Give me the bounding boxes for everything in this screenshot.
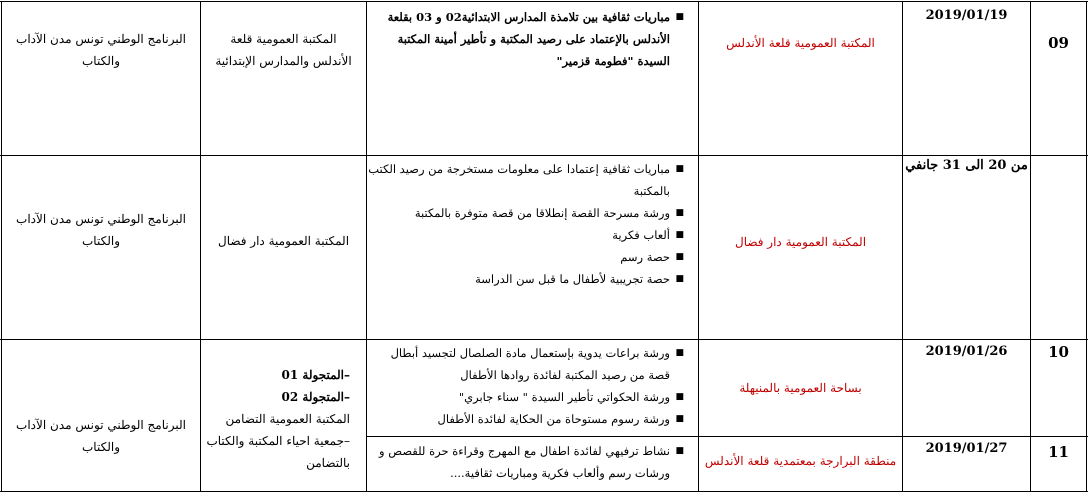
partner-item: –المتجولة 01 (281, 368, 350, 382)
row-program: البرنامج الوطني تونس مدن الآداب والكتاب (16, 32, 186, 68)
row-activities (367, 440, 698, 484)
row-number: 11 (1048, 443, 1069, 461)
partner-item: المكتبة العمومية التضامن (225, 412, 350, 426)
col-border (902, 1, 903, 492)
bullet-icon: ■ (675, 348, 684, 358)
row-place: بساحة العمومية بالمنيهلة (739, 381, 862, 395)
activity-item: ■ ورشة رسوم مستوحاة من الحكاية لفائدة الأطفال (367, 408, 684, 430)
row-partners (201, 364, 366, 474)
activity-item: ■ ورشة الحكواتي تأطير السيدة " سناء جابري" (367, 386, 684, 408)
row-date: 2019/01/27 (925, 441, 1008, 456)
row-place: المكتبة العمومية دار فضال (734, 235, 867, 249)
row-place: المكتبة العمومية قلعة الأندلس (726, 36, 875, 50)
row-number: 10 (1048, 343, 1069, 361)
activity-item: ■ ورشة براعات يدوية بإستعمال مادة الصلصال لتجسيد أبطال قصة من رصيد المكتبة لفائدة روادها الأطفال (367, 342, 684, 386)
row-activities (367, 158, 698, 290)
bullet-icon: ■ (675, 446, 684, 456)
partner-item: –جمعية احياء المكتبة والكتاب بالتضامن (206, 434, 350, 470)
activity-item: ■ حصة رسم (367, 246, 684, 268)
bullet-icon: ■ (675, 230, 684, 240)
bullet-icon: ■ (675, 392, 684, 402)
row-activities (367, 342, 698, 430)
row-program: البرنامج الوطني تونس مدن الآداب والكتاب (16, 418, 186, 454)
activity-item: ■ حصة تجريبية لأطفال ما قبل سن الدراسة (367, 268, 684, 290)
bullet-icon: ■ (675, 414, 684, 424)
row-border (366, 436, 1088, 437)
row-place: منطقة البرارجة بمعتمدية قلعة الأندلس (704, 454, 897, 468)
row-date: من 20 الى 31 جانفي (905, 158, 1028, 173)
activity-item: ■ ورشة مسرحة القصة إنطلاقا من قصة متوفرة بالمكتبة (367, 202, 684, 224)
row-border (0, 155, 1088, 156)
row-partners: المكتبة العمومية قلعة الأندلس والمدارس الإبتدائية (215, 32, 352, 68)
activity-item: ■ ألعاب فكرية (367, 224, 684, 246)
bullet-icon: ■ (675, 274, 684, 284)
partner-item: –المتجولة 02 (281, 390, 350, 404)
activity-item: ■ نشاط ترفيهي لفائدة اطفال مع المهرج وقراءة حرة للقصص و ورشات رسم وألعاب فكرية ومباريات ثقافية.... (367, 440, 684, 484)
row-border (0, 339, 1088, 340)
bullet-icon: ■ (675, 252, 684, 262)
bullet-icon: ■ (675, 164, 684, 174)
bullet-icon: ■ (675, 208, 684, 218)
row-partners: المكتبة العمومية دار فضال (217, 234, 350, 248)
activity-item: ■ مباريات ثقافية إعتمادا على معلومات مستخرجة من رصيد الكتب بالمكتبة (367, 158, 684, 202)
col-border (1086, 1, 1087, 492)
row-number: 09 (1048, 34, 1069, 52)
row-border (0, 1, 1088, 2)
row-activities (367, 6, 698, 72)
row-date: 2019/01/19 (925, 8, 1008, 23)
bullet-icon: ■ (675, 12, 684, 22)
row-program: البرنامج الوطني تونس مدن الآداب والكتاب (16, 212, 186, 248)
col-border (1030, 1, 1031, 492)
row-date: 2019/01/26 (925, 344, 1008, 359)
activity-item: ■ مباريات ثقافية بين تلامذة المدارس الابتدائية02 و 03 بقلعة الأندلس بالإعتماد على رصيد المكتبة و تأطير أمينة المكتبة السيدة "فطومة قزمير" (367, 6, 684, 72)
